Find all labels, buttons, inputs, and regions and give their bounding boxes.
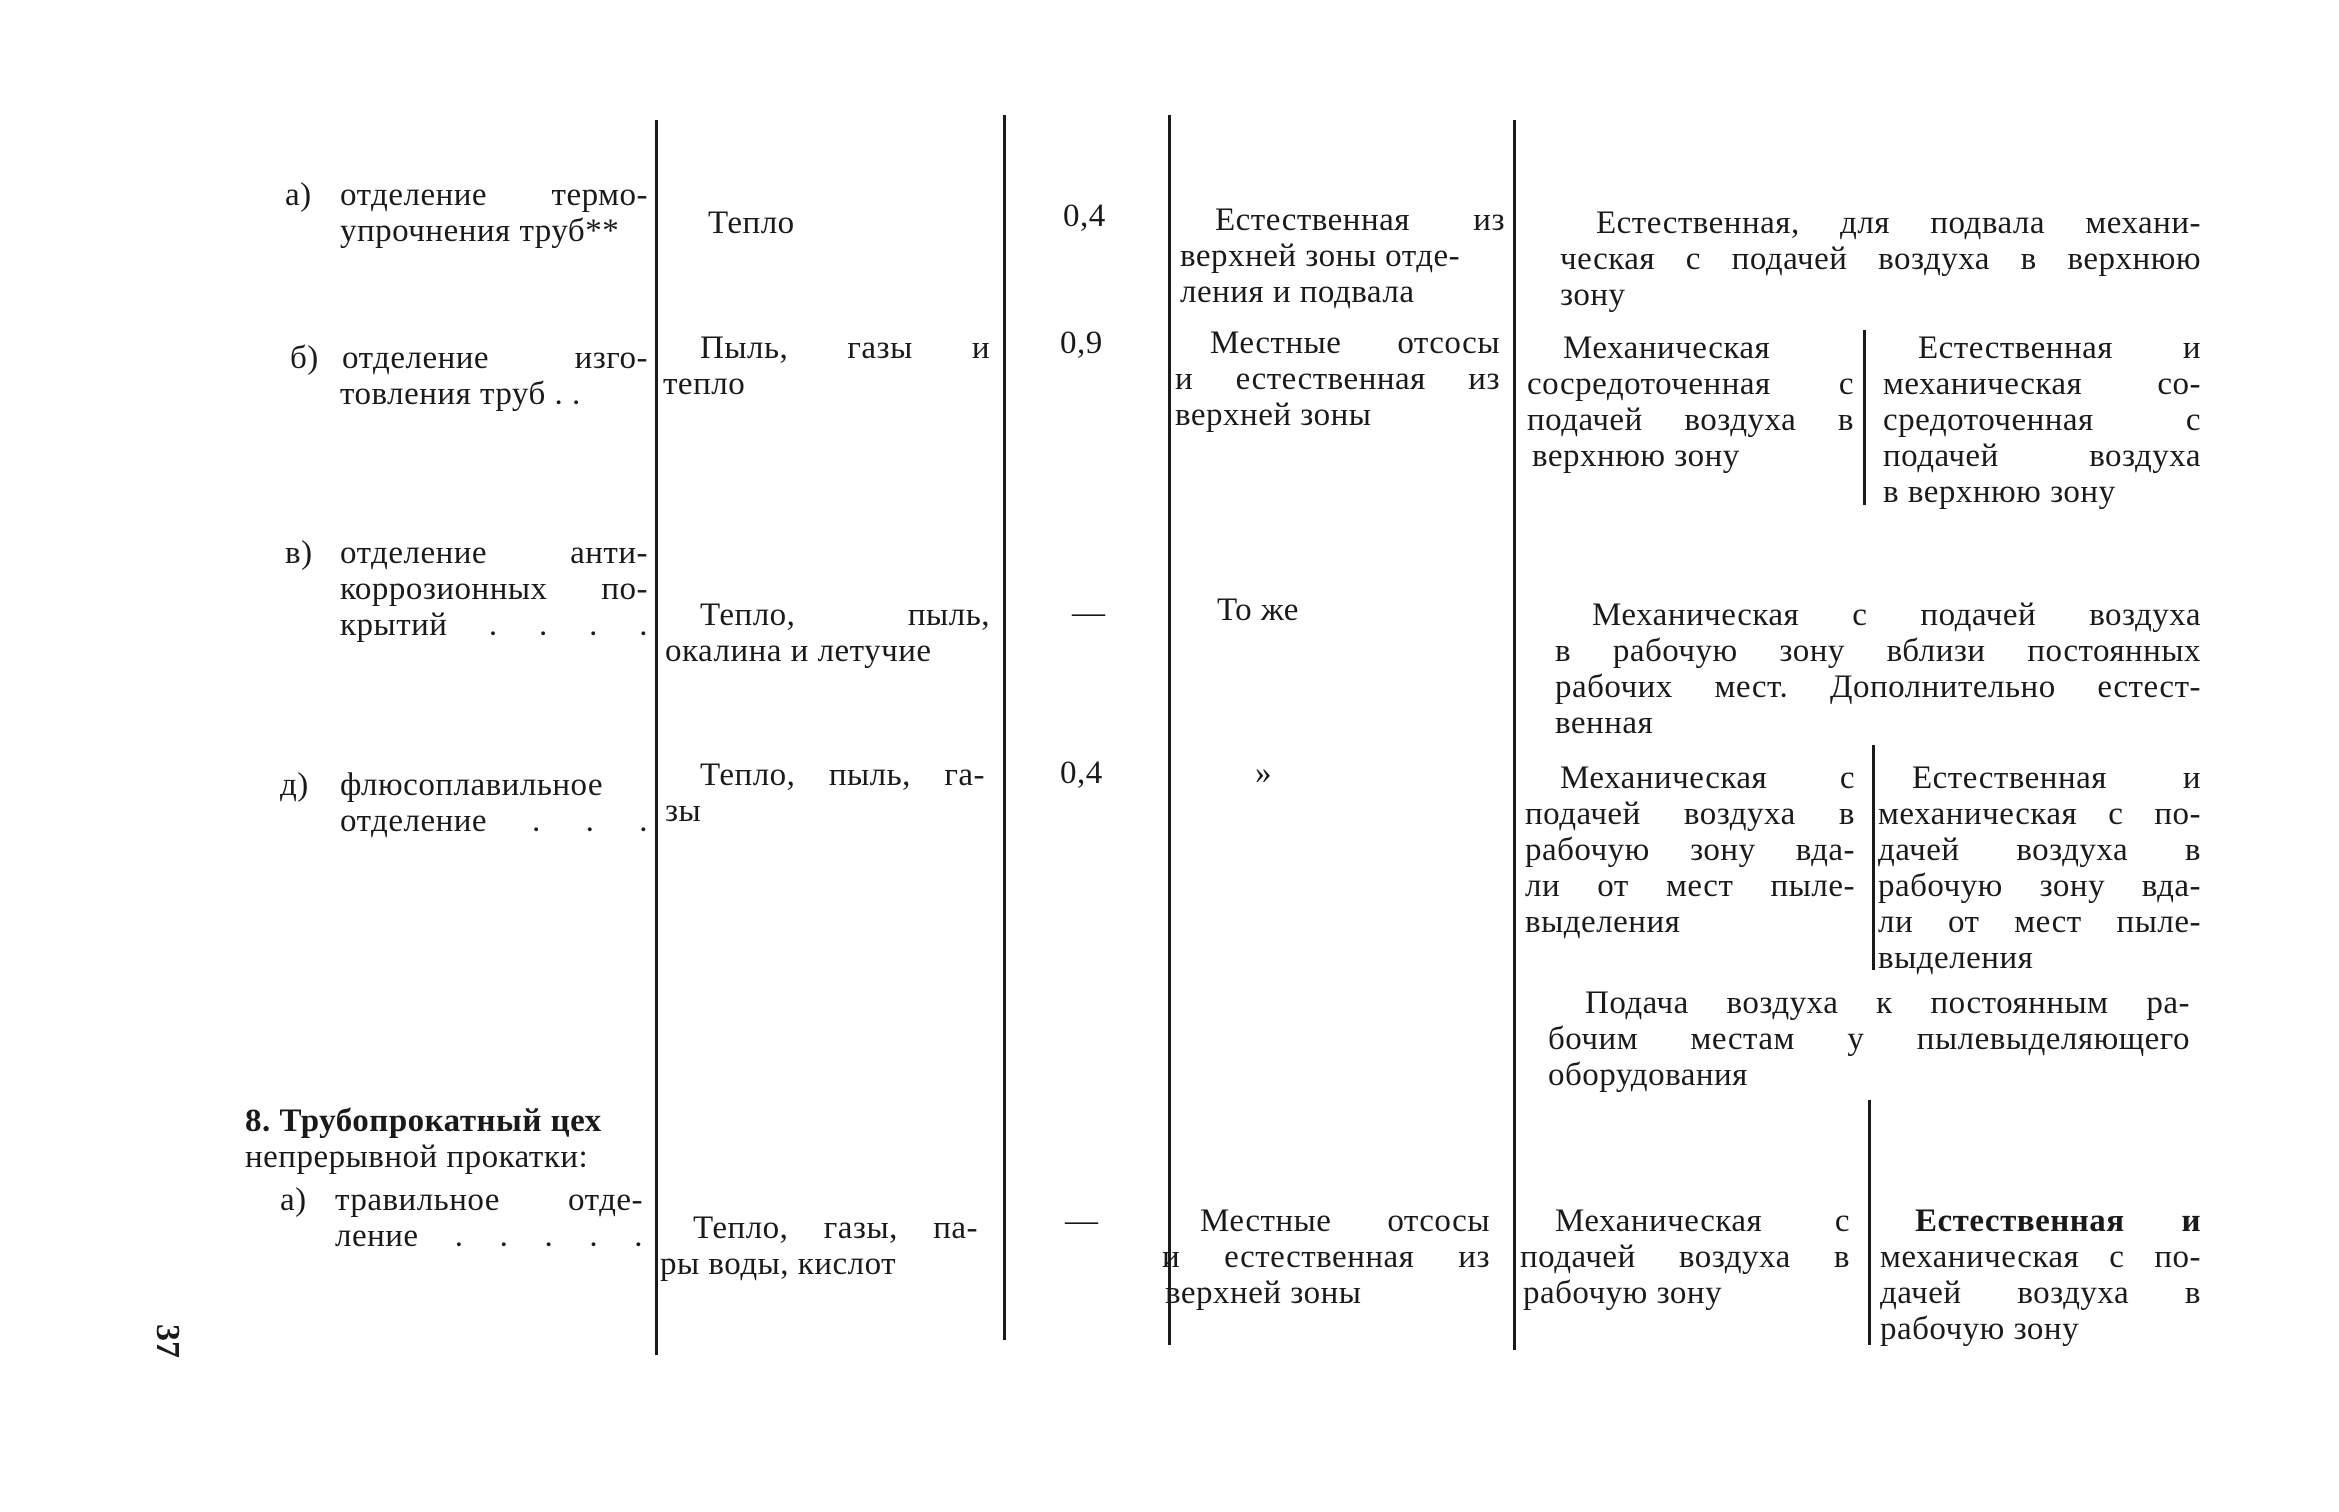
row-c-supply-line-3: рабочих мест. Дополнительно естест- [1555,669,2201,705]
row-d-supply-a-line-4: ли от мест пыле- [1525,868,1855,904]
column-rule-4 [1513,120,1516,1350]
row-c-exhaust: То же [1217,592,1299,628]
row-d-emission-line-2: зы [665,793,702,829]
section-row-emission-line-1: Тепло, газы, па- [693,1210,978,1246]
row-d-supply-b-line-2: механическая с по- [1878,796,2201,832]
note-line-3: оборудования [1548,1057,1748,1093]
row-a-exhaust-line-1: Естественная из [1215,202,1505,238]
row-d-supply-b-line-3: дачей воздуха в [1878,832,2201,868]
row-d-supply-a-line-5: выделения [1525,904,1681,940]
row-d-supply-a-line-1: Механическая с [1560,760,1855,796]
row-c-name-line-3: крытий . . . . [340,607,648,643]
row-a-emission: Тепло [708,205,795,241]
row-c-name-line-2: коррозионных по- [340,571,648,607]
row-c-emission-line-2: окалина и летучие [665,633,932,669]
row-a-value: 0,4 [1063,198,1106,234]
row-a-supply-line-1: Естественная, для подвала механи- [1596,205,2201,241]
column-rule-2 [1003,115,1006,1340]
row-b-emission-line-1: Пыль, газы и [700,330,990,366]
row-c-supply-line-4: венная [1555,705,1654,741]
section-row-supply-b-line-3: дачей воздуха в [1880,1275,2201,1311]
row-c-value: — [1072,595,1106,631]
section-row-name-line-1: травильное отде- [335,1182,643,1218]
row-d-supply-b-line-1: Естественная и [1912,760,2201,796]
subcolumn-rule-d [1872,745,1875,970]
row-a-name-line-1: отделение термо- [340,177,648,213]
row-d-exhaust: » [1255,755,1272,791]
row-b-exhaust-line-2: и естественная из [1175,361,1500,397]
row-c-supply-line-1: Механическая с подачей воздуха [1592,597,2201,633]
section-row-exhaust-line-3: верхней зоны [1165,1275,1362,1311]
row-b-value: 0,9 [1060,325,1103,361]
row-d-name-line-1: флюсоплавильное [340,767,604,803]
row-c-emission-line-1: Тепло, пыль, [700,597,990,633]
section-row-supply-a-line-1: Механическая с [1555,1203,1850,1239]
row-d-name-line-2: отделение . . . [340,803,648,839]
row-d-supply-a-line-2: подачей воздуха в [1525,796,1855,832]
row-b-supply-b-line-5: в верхнюю зону [1883,474,2116,510]
row-b-exhaust-line-1: Местные отсосы [1210,325,1500,361]
subcolumn-rule-8a [1868,1100,1871,1345]
row-a-supply-line-2: ческая с подачей воздуха в верхнюю [1560,241,2201,277]
section-row-prefix: а) [280,1182,307,1218]
row-b-supply-a-line-1: Механическая [1563,330,1771,366]
section-row-exhaust-line-2: и естественная из [1162,1239,1490,1275]
row-b-emission-line-2: тепло [663,366,746,402]
row-d-emission-line-1: Тепло, пыль, га- [700,757,985,793]
row-a-supply-line-3: зону [1560,277,1626,313]
note-line-2: бочим местам у пылевыделяющего [1548,1021,2190,1057]
row-a-exhaust-line-2: верхней зоны отде- [1180,238,1461,274]
section-row-supply-a-line-3: рабочую зону [1523,1275,1723,1311]
column-rule-3 [1168,115,1171,1345]
row-b-supply-a-line-4: верхнюю зону [1532,438,1740,474]
row-b-supply-b-line-1: Естественная и [1918,330,2201,366]
section-title-line-1: 8. Трубопрокатный цех [245,1103,602,1139]
subcolumn-rule-b [1863,330,1866,505]
row-b-supply-b-line-4: подачей воздуха [1883,438,2201,474]
row-a-name-line-2: упрочнения труб** [340,213,620,249]
row-a-exhaust-line-3: ления и подвала [1180,274,1415,310]
column-rule-1 [655,120,658,1355]
row-d-prefix: д) [280,767,309,803]
row-d-supply-b-line-4: рабочую зону вда- [1878,868,2201,904]
row-d-supply-b-line-5: ли от мест пыле- [1878,904,2201,940]
row-d-supply-b-line-6: выделения [1878,940,2034,976]
row-d-supply-a-line-3: рабочую зону вда- [1525,832,1855,868]
section-row-name-line-2: ление . . . . . [335,1218,643,1254]
row-c-name-line-1: отделение анти- [340,535,648,571]
row-c-prefix: в) [285,535,313,571]
row-b-prefix: б) [290,340,319,376]
section-title-line-2: непрерывной прокатки: [245,1139,589,1175]
section-row-value: — [1065,1203,1099,1239]
row-b-name-line-2: товления труб . . [340,376,581,412]
section-row-supply-b-line-1: Естественная и [1915,1203,2201,1239]
section-row-supply-a-line-2: подачей воздуха в [1520,1239,1850,1275]
section-row-supply-b-line-4: рабочую зону [1880,1311,2080,1347]
section-row-emission-line-2: ры воды, кислот [660,1246,897,1282]
page-number: 37 [149,1324,186,1358]
row-b-supply-b-line-2: механическая со- [1883,366,2201,402]
row-b-supply-a-line-3: подачей воздуха в [1527,402,1854,438]
row-b-exhaust-line-3: верхней зоны [1175,397,1372,433]
row-b-supply-a-line-2: сосредоточенная с [1527,366,1854,402]
row-c-supply-line-2: в рабочую зону вблизи постоянных [1555,633,2201,669]
row-b-name-line-1: отделение изго- [342,340,648,376]
note-line-1: Подача воздуха к постоянным ра- [1585,985,2190,1021]
section-row-supply-b-line-2: механическая с по- [1880,1239,2201,1275]
row-a-prefix: а) [285,177,312,213]
row-d-value: 0,4 [1060,755,1103,791]
section-row-exhaust-line-1: Местные отсосы [1200,1203,1490,1239]
row-b-supply-b-line-3: средоточенная с [1883,402,2201,438]
